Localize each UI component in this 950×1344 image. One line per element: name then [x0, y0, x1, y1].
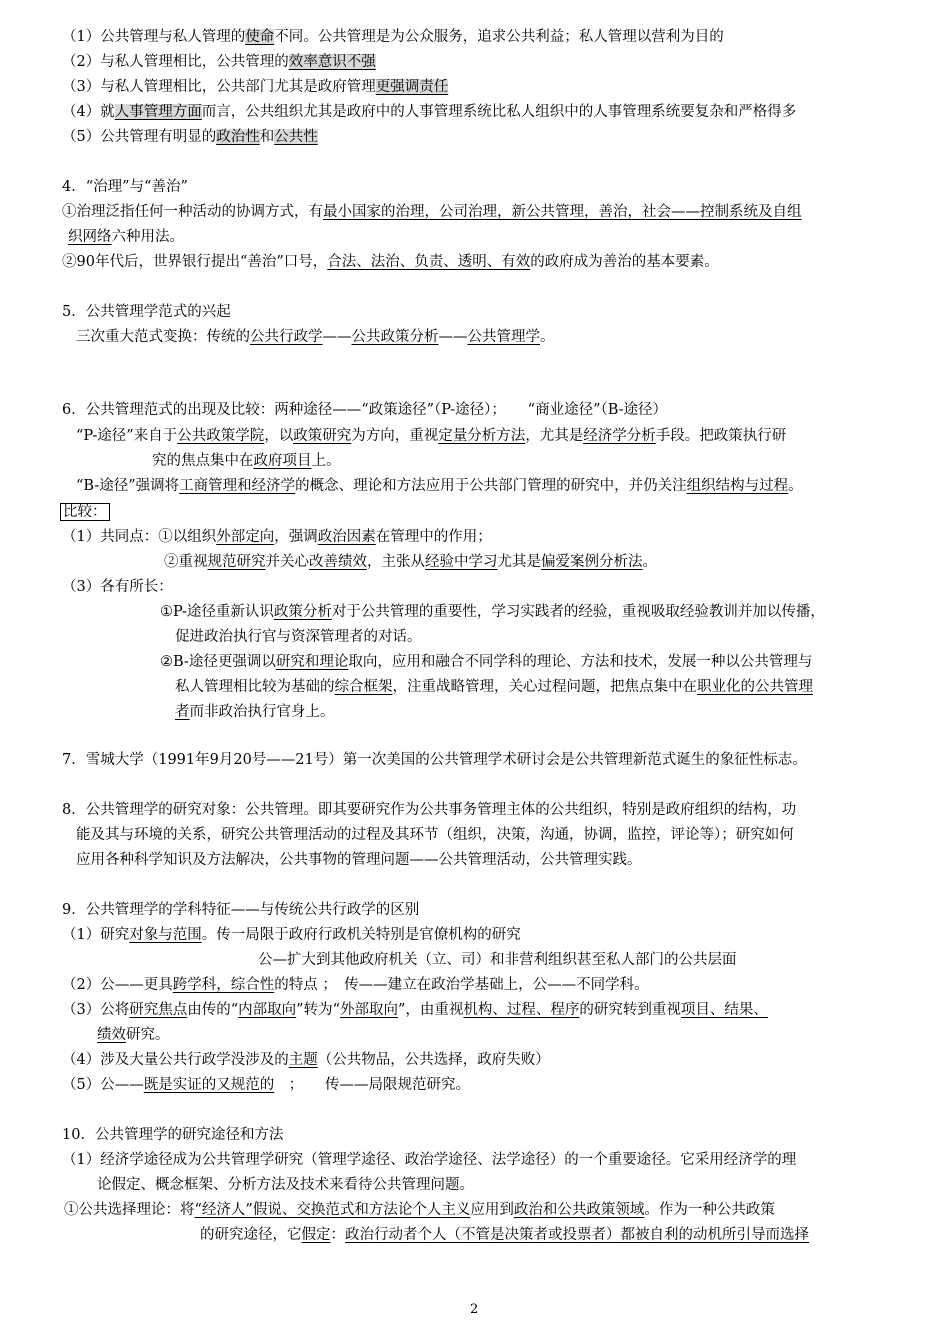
text: 手段。把政策执行研 [655, 428, 787, 444]
underlined-text: 对象与范围 [129, 927, 202, 943]
text: （3）公将 [62, 1002, 130, 1018]
underlined-text: 政府项目 [253, 453, 312, 469]
text: 并关心 [265, 554, 309, 570]
sec6-p-line1 [76, 424, 786, 448]
underlined-text: 项目、结果、 [680, 1002, 768, 1018]
underlined-text: 政策研究 [293, 428, 352, 444]
underlined-text: 定量分析方法 [438, 428, 526, 444]
sec3-item-3 [62, 75, 448, 99]
sec6-common-1 [62, 525, 492, 549]
text: （4）就 [62, 104, 115, 120]
underlined-text: 职业化的公共管理 [697, 679, 813, 695]
sec6-b [76, 474, 803, 498]
sec5-p1 [76, 325, 555, 349]
text: 。传一局限于政府行政机关特别是官僚机构的研究 [201, 927, 521, 943]
sec9-item-3-line2 [97, 1023, 170, 1047]
text: 取向，应用和融合不同学科的理论、方法和技术，发展一种以公共管理与 [348, 654, 813, 670]
underlined-text: 跨学科，综合性 [172, 977, 275, 993]
underlined-text: 内部取向 [238, 1002, 297, 1018]
sec6-strength-2-line1 [160, 650, 812, 674]
sec10-line2: 论假定、概念框架、分析方法及技术来看待公共管理问题。 [97, 1177, 474, 1193]
text: 的政府成为善治的基本要素。 [530, 254, 719, 270]
text: 尤其是 [497, 554, 541, 570]
text: 应用到 [470, 1202, 514, 1218]
text: ，注重战略管理，关心过程问题，把焦点集中在 [392, 679, 697, 695]
text: 不同。公共管理是为公众服务，追求公共利益；私人管理以营利为目的 [274, 29, 724, 45]
underlined-text: 外部取向 [339, 1002, 398, 1018]
text: ”，由重视 [397, 1002, 464, 1018]
text: —— [438, 329, 468, 345]
text: ②重视 [164, 554, 208, 570]
sec6-strengths-title: （3）各有所长： [62, 579, 173, 595]
sec3-item-5 [62, 125, 318, 149]
text: 。 [540, 329, 555, 345]
highlight: 效率意识不强 [288, 54, 376, 70]
text: ②B-途径更强调以 [160, 654, 276, 670]
sec5-title: 5．公共管理学范式的兴起 [62, 304, 231, 320]
sec9-item-5 [62, 1073, 470, 1097]
compare-label [60, 500, 110, 524]
sec8-line2: 能及其与环境的关系，研究公共管理活动的过程及其环节（组织，决策，沟通，协调，监控，评论等）；研究如何 [76, 827, 794, 843]
highlight: 使命 [245, 29, 275, 45]
text: 。 [788, 478, 803, 494]
text: （5）公共管理有明显的 [62, 129, 217, 145]
underlined-text: 工商管理和经济学 [179, 478, 296, 494]
underlined-text: 主题 [288, 1052, 318, 1068]
underlined-text: 综合框架 [334, 679, 393, 695]
text: ，主张从 [367, 554, 425, 570]
highlight: 人事管理方面 [114, 104, 202, 120]
sec6-strength-1-line2: 促进政治执行官与资深管理者的对话。 [175, 629, 422, 645]
underlined-text: 政治因素 [317, 529, 376, 545]
text: ： [330, 1227, 345, 1243]
sec9-item-1-line2: 公—扩大到其他政府机关（立、司）和非营利组织甚至私人部门的公共层面 [258, 952, 737, 968]
text: ①P-途径重新认识 [160, 604, 274, 620]
underlined-text: 既是实证的又规范的 [143, 1077, 275, 1093]
text: 的研究转到重视 [579, 1002, 681, 1018]
underlined-text: 机构、过程、程序 [463, 1002, 580, 1018]
sec9-item-2 [62, 973, 649, 997]
page-number: 2 [470, 1302, 479, 1317]
text: “P-途径”来自于 [76, 428, 178, 444]
text: 在管理中的作用； [375, 529, 492, 545]
text: 。作为一种公共政策 [644, 1202, 775, 1218]
sec6-strength-1-line1 [160, 600, 825, 624]
text: 研究。 [126, 1027, 170, 1043]
sec4-title: 4．“治理”与“善治” [62, 179, 188, 195]
text: ，以 [264, 428, 294, 444]
underlined-text: 公共政策分析 [351, 329, 439, 345]
text: 上。 [311, 453, 341, 469]
underlined-text: 政治行动者个人（不管是决策者或投票者）都被自利的动机所引导而选择 [345, 1227, 809, 1243]
sec6-common-2 [164, 550, 657, 574]
sec10-title: 10．公共管理学的研究途径和方法 [62, 1127, 284, 1143]
sec6-strength-2-line3 [175, 700, 335, 724]
underlined-text: 政策分析 [273, 604, 332, 620]
text: ①治理泛指任何一种活动的协调方式，有 [62, 204, 323, 220]
text: 而言，公共组织尤其是政府中的人事管理系统比私人组织中的人事管理系统要复杂和严格得多 [201, 104, 797, 120]
text: 的特点 ； 传——建立在政治学基础上，公——不同学科。 [274, 977, 649, 993]
underlined-text: 研究焦点 [129, 1002, 188, 1018]
text: 的研究途径，它 [200, 1227, 302, 1243]
sec3-item-2 [62, 50, 376, 74]
text: ； 传——局限规范研究。 [274, 1077, 470, 1093]
text: 。 [642, 554, 657, 570]
text: 对于公共管理的重要性，学习实践者的经验，重视吸取经验教训并加以传播， [331, 604, 825, 620]
text: 和 [259, 129, 275, 145]
sec3-item-4 [62, 100, 796, 124]
underlined-text: 假定 [301, 1227, 331, 1243]
text: 六种用法。 [111, 229, 184, 245]
sec9-item-4 [62, 1048, 550, 1072]
text: （1）研究 [62, 927, 130, 943]
text: （2）与私人管理相比，公共管理的 [62, 54, 289, 70]
underlined-text: 公共管理学 [467, 329, 540, 345]
sec10-line3 [64, 1198, 775, 1222]
underlined-text: 组织结构与过程 [686, 478, 789, 494]
underlined-text: 经济学分析 [583, 428, 656, 444]
text: 而非政治执行官身上。 [189, 704, 335, 720]
text: 由传的“ [187, 1002, 239, 1018]
text: 三次重大范式变换：传统的 [76, 329, 250, 345]
highlight: 政治性 [216, 129, 260, 145]
text: （5）公—— [62, 1077, 144, 1093]
sec9-item-3 [62, 998, 768, 1022]
sec6-strength-2-line2 [175, 675, 813, 699]
underlined-text: 公共行政学 [250, 329, 323, 345]
text: （4）涉及大量公共行政学没涉及的 [62, 1052, 289, 1068]
underlined-text: 政治和公共政策领域 [513, 1202, 645, 1218]
underlined-text: 最小国家的治理，公司治理，新公共管理，善治，社会——控制系统及自组 [323, 204, 802, 220]
underlined-text: 经验中学习 [425, 554, 498, 570]
sec7: 7．雪城大学（1991年9月20号——21号）第一次美国的公共管理学术研讨会是公共管理新范式诞生的象征性标志。 [62, 752, 807, 768]
text: —— [322, 329, 352, 345]
text: ，强调 [274, 529, 318, 545]
text: “B-途径”强调将 [76, 478, 180, 494]
text: （公共物品，公共选择，政府失败） [317, 1052, 550, 1068]
sec4-p1-line1 [62, 200, 802, 224]
text: 私人管理相比较为基础的 [175, 679, 335, 695]
text: ，尤其是 [525, 428, 584, 444]
text: 的概念、理论和方法应用于公共部门管理的研究中，并仍关注 [295, 478, 687, 494]
sec9-title: 9．公共管理学的学科特征——与传统公共行政学的区别 [62, 902, 420, 918]
highlight: 更强调责任 [375, 79, 449, 95]
sec4-p2 [62, 250, 719, 274]
sec9-item-1 [62, 923, 521, 947]
underlined-text: 偏爱案例分析法 [541, 554, 643, 570]
underlined-text: 公共政策学院 [177, 428, 265, 444]
underlined-text: 合法、法治、负责、透明、有效 [327, 254, 531, 270]
underlined-text: 规范研究 [207, 554, 266, 570]
text: （2）公——更具 [62, 977, 173, 993]
text: ①公共选择理论：将 [64, 1202, 195, 1218]
text: （3）与私人管理相比，公共部门尤其是政府管理 [62, 79, 376, 95]
sec6-p-line2 [152, 449, 341, 473]
underlined-text: 外部定向 [216, 529, 275, 545]
text: （1）共同点：①以组织 [62, 529, 217, 545]
underlined-text: 织网络 [68, 229, 112, 245]
highlight: 公共性 [274, 129, 318, 145]
text: （1）公共管理与私人管理的 [62, 29, 246, 45]
text: 究的焦点集中在 [152, 453, 254, 469]
underlined-text: 改善绩效 [309, 554, 367, 570]
underlined-text: 者 [175, 704, 190, 720]
sec8-line3: 应用各种科学知识及方法解决，公共事物的管理问题——公共管理活动，公共管理实践。 [76, 852, 642, 868]
sec3-item-1 [62, 25, 724, 49]
underlined-text: 研究和理论 [275, 654, 349, 670]
sec10-line4 [200, 1223, 809, 1247]
text: ”转为“ [296, 1002, 340, 1018]
sec8-line1: 8．公共管理学的研究对象：公共管理。即其要研究作为公共事务管理主体的公共组织，特别是政府组织的结构，功 [62, 802, 797, 818]
text: 为方向，重视 [351, 428, 439, 444]
underlined-text: 绩效 [97, 1027, 126, 1043]
text: ②90年代后，世界银行提出“善治”口号， [62, 254, 328, 270]
boxed-label: 比较： [60, 503, 110, 521]
sec6-title: 6．公共管理范式的出现及比较：两种途径——“政策途径”（P-途径）； “商业途径”（B-途径） [62, 402, 668, 418]
underlined-text: “经济人”假说、交换范式和方法论个人主义 [194, 1202, 471, 1218]
sec10-line1: （1）经济学途径成为公共管理学研究（管理学途径、政治学途径、法学途径）的一个重要途径。它采用经济学的理 [62, 1152, 797, 1168]
sec4-p1-line2 [68, 225, 184, 249]
